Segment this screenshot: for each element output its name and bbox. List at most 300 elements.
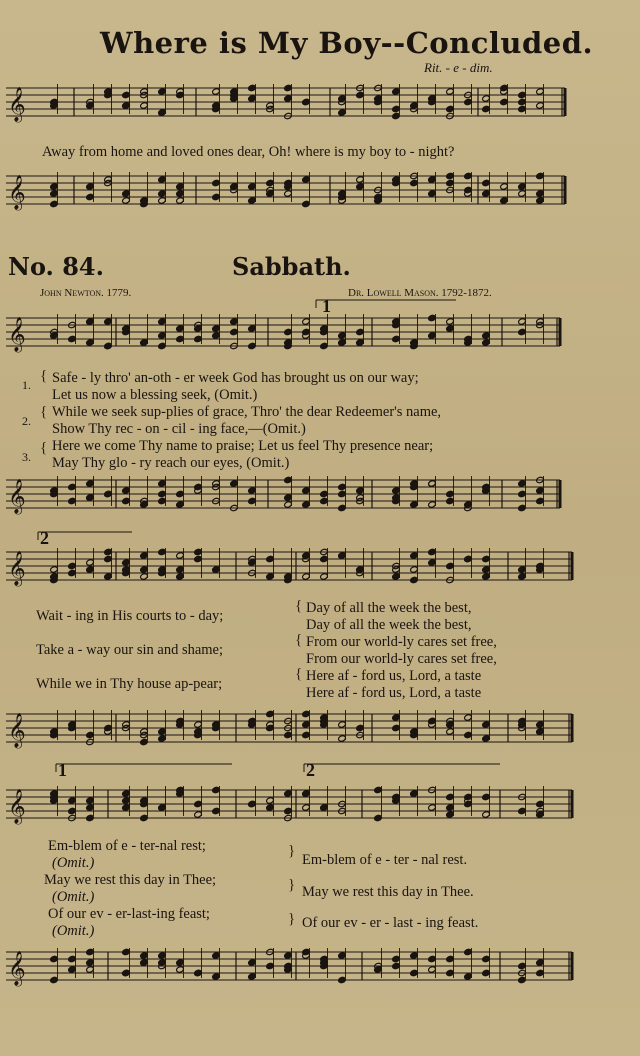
lyric-line: While we in Thy house ap-pear;	[36, 676, 223, 692]
note-head	[248, 84, 257, 91]
note-head	[212, 325, 221, 332]
note-head	[320, 497, 329, 504]
note-head	[212, 179, 221, 186]
note-head	[428, 332, 437, 339]
note-head	[464, 948, 473, 955]
note-head	[86, 183, 95, 190]
note-head	[536, 102, 545, 109]
note-head	[122, 948, 131, 955]
note-head	[518, 318, 527, 325]
note-head	[266, 710, 275, 717]
note-head	[338, 109, 347, 116]
note-head	[410, 952, 419, 959]
note-head	[176, 335, 185, 342]
note-head	[86, 797, 95, 804]
note-head	[482, 955, 491, 962]
note-head	[428, 480, 437, 487]
note-head	[500, 98, 509, 105]
note-head	[86, 804, 95, 811]
note-head	[338, 735, 347, 742]
note-head	[68, 797, 77, 804]
note-head	[518, 490, 527, 497]
note-head	[500, 183, 509, 190]
note-head	[320, 490, 329, 497]
lyric-line: From our world-ly cares set free,	[306, 634, 497, 650]
note-head	[464, 973, 473, 980]
clef-icon: 𝄞	[8, 713, 26, 748]
note-head	[536, 172, 545, 179]
note-head	[446, 105, 455, 112]
note-head	[176, 190, 185, 197]
note-head	[320, 804, 329, 811]
note-head	[158, 176, 167, 183]
note-head	[284, 84, 293, 91]
note-head	[122, 969, 131, 976]
lyricist-credit: John Newton. 1779.	[40, 287, 132, 299]
note-head	[212, 973, 221, 980]
note-head	[518, 962, 527, 969]
note-head	[428, 548, 437, 555]
note-head	[158, 109, 167, 116]
note-head	[104, 548, 113, 555]
note-head	[158, 952, 167, 959]
note-head	[518, 976, 527, 983]
note-head	[104, 318, 113, 325]
verse-number-2: 2.	[22, 414, 31, 428]
note-head	[266, 797, 275, 804]
clef-icon: 𝄞	[8, 551, 26, 586]
note-head	[176, 573, 185, 580]
note-head	[356, 724, 365, 731]
note-head	[518, 91, 527, 98]
note-head	[536, 88, 545, 95]
clef-icon: 𝄞	[8, 789, 26, 824]
note-head	[302, 573, 311, 580]
note-head	[356, 339, 365, 346]
note-head	[158, 497, 167, 504]
concluded-lyric: Away from home and loved ones dear, Oh! where is my boy to - night?	[42, 144, 455, 160]
note-head	[68, 562, 77, 569]
note-head	[464, 714, 473, 721]
note-head	[428, 176, 437, 183]
lyric-line: Here af - ford us, Lord, a taste	[306, 685, 482, 701]
note-head	[446, 325, 455, 332]
note-head	[392, 335, 401, 342]
lyric-line: Take a - way our sin and shame;	[36, 642, 224, 658]
note-head	[284, 328, 293, 335]
note-head	[140, 566, 149, 573]
note-head	[410, 552, 419, 559]
note-head	[446, 804, 455, 811]
note-head	[50, 190, 59, 197]
note-head	[158, 728, 167, 735]
note-head	[176, 552, 185, 559]
clef-icon: 𝄞	[8, 317, 26, 352]
note-head	[392, 105, 401, 112]
note-head	[518, 573, 527, 580]
note-head	[266, 573, 275, 580]
lyric-line: May Thy glo - ry reach our eyes, (Omit.)	[52, 455, 290, 471]
note-head	[212, 566, 221, 573]
composer-credit: Dr. Lowell Mason. 1792-1872.	[348, 287, 492, 299]
note-head	[428, 501, 437, 508]
note-head	[536, 497, 545, 504]
lyric-line: Em-blem of e - ter - nal rest.	[302, 852, 468, 868]
note-head	[194, 335, 203, 342]
note-head	[536, 959, 545, 966]
note-head	[410, 179, 419, 186]
clef-icon: 𝄞	[8, 175, 26, 210]
clef-icon: 𝄞	[8, 951, 26, 986]
lyric-line: (Omit.)	[52, 889, 95, 905]
note-head	[176, 325, 185, 332]
clef-icon: 𝄞	[8, 479, 26, 514]
verse-number-1: 1.	[22, 378, 31, 392]
note-head	[230, 318, 239, 325]
note-head	[68, 569, 77, 576]
note-head	[338, 483, 347, 490]
note-head	[158, 332, 167, 339]
note-head	[176, 183, 185, 190]
note-head	[536, 190, 545, 197]
ending-mark-2: 2	[40, 528, 49, 548]
note-head	[86, 559, 95, 566]
note-head	[140, 552, 149, 559]
note-head	[194, 548, 203, 555]
note-head	[248, 197, 257, 204]
note-head	[284, 790, 293, 797]
note-head	[176, 566, 185, 573]
note-head	[500, 197, 509, 204]
note-head	[356, 183, 365, 190]
note-head	[86, 339, 95, 346]
note-head	[338, 976, 347, 983]
note-head	[86, 494, 95, 501]
note-head	[374, 786, 383, 793]
note-head	[536, 487, 545, 494]
note-head	[518, 566, 527, 573]
note-head	[518, 98, 527, 105]
note-head	[446, 497, 455, 504]
note-head	[536, 721, 545, 728]
note-head	[320, 573, 329, 580]
note-head	[194, 969, 203, 976]
note-head	[464, 98, 473, 105]
note-head	[446, 490, 455, 497]
note-head	[86, 193, 95, 200]
note-head	[230, 480, 239, 487]
note-head	[230, 328, 239, 335]
note-head	[392, 724, 401, 731]
note-head	[320, 342, 329, 349]
note-head	[266, 962, 275, 969]
note-head	[86, 318, 95, 325]
note-head	[338, 952, 347, 959]
note-head	[446, 88, 455, 95]
note-head	[50, 200, 59, 207]
note-head	[158, 197, 167, 204]
note-head	[158, 190, 167, 197]
note-head	[248, 959, 257, 966]
note-head	[302, 804, 311, 811]
note-head	[302, 790, 311, 797]
note-head	[428, 559, 437, 566]
note-head	[284, 807, 293, 814]
lyric-line: Show Thy rec - on - cil - ing face,—(Omit.)	[52, 421, 306, 437]
lyric-line: From our world-ly cares set free,	[306, 651, 497, 667]
note-head	[284, 95, 293, 102]
lyric-line: Of our ev - er-last-ing feast;	[48, 906, 210, 922]
note-head	[140, 814, 149, 821]
note-head	[86, 480, 95, 487]
note-head	[428, 190, 437, 197]
note-head	[176, 501, 185, 508]
note-head	[446, 811, 455, 818]
note-head	[392, 714, 401, 721]
note-head	[68, 807, 77, 814]
note-head	[338, 504, 347, 511]
note-head	[194, 811, 203, 818]
note-head	[122, 487, 131, 494]
note-head	[122, 91, 131, 98]
note-head	[482, 95, 491, 102]
note-head	[158, 318, 167, 325]
note-head	[176, 490, 185, 497]
note-head	[392, 955, 401, 962]
note-head	[536, 728, 545, 735]
verse-number-3: 3.	[22, 450, 31, 464]
note-head	[482, 555, 491, 562]
note-head	[428, 804, 437, 811]
note-head	[140, 952, 149, 959]
hymnal-page: Where is My Boy--Concluded. Rit. - e - dim. 𝄞 𝄞 𝄞 𝄞 𝄞 𝄞 𝄞 𝄞 Away from home and loved ones dear, Oh! where is my boy to - night? No. 84. Sabbath. John Newton. 1779. Dr. Lowell Mason. 1792-1872. 1 2 1 2 1. 2. 3. { { { Safe - ly thro' an-oth - er week God has brought us on our way; Let us now a blessing seek, (Omit.) While we seek sup-plies of grace, Thro' the dear Redeemer's name, Show Thy rec - on - cil - ing face,—(Omit.) Here we come Thy name to praise; Let us feel Thy presence near; May Thy glo - ry reach our eyes, (Omit.) Wait - ing in His courts to - day; Take a - way our sin and shame; While we in Thy house ap-pear; { { { Day of all the week the best, Day of all the week the best, From our world-ly cares set free, From our world-ly cares set free, Here af - ford us, Lord, a taste Here af - ford us, Lord, a taste Em-blem of e - ter-nal rest; (Omit.) May we rest this day in Thee; (Omit.) Of our ev - er-last-ing feast; (Omit.) } } } Em-blem of e - ter - nal rest. May we rest this day in Thee. Of our ev - er - last - ing feast.	[0, 0, 640, 1056]
lyric-line: Of our ev - er - last - ing feast.	[302, 915, 479, 931]
note-head	[122, 190, 131, 197]
note-head	[482, 105, 491, 112]
note-head	[302, 501, 311, 508]
lyric-line: Safe - ly thro' an-oth - er week God has brought us on our way;	[52, 370, 419, 386]
note-head	[248, 325, 257, 332]
note-head	[284, 731, 293, 738]
note-head	[302, 487, 311, 494]
note-head	[284, 190, 293, 197]
note-head	[194, 721, 203, 728]
lyric-line: Day of all the week the best,	[306, 600, 472, 616]
note-head	[482, 721, 491, 728]
note-head	[122, 497, 131, 504]
note-head	[158, 342, 167, 349]
lyric-line: (Omit.)	[52, 855, 95, 871]
lyric-line: Em-blem of e - ter-nal rest;	[48, 838, 206, 854]
note-head	[248, 95, 257, 102]
note-head	[482, 339, 491, 346]
note-head	[410, 969, 419, 976]
lyric-line: (Omit.)	[52, 923, 95, 939]
note-head	[482, 179, 491, 186]
note-head	[302, 176, 311, 183]
note-head	[194, 555, 203, 562]
note-head	[536, 197, 545, 204]
note-head	[518, 328, 527, 335]
note-head	[212, 332, 221, 339]
note-head	[302, 731, 311, 738]
note-head	[122, 797, 131, 804]
note-head	[446, 955, 455, 962]
note-head	[176, 197, 185, 204]
note-head	[104, 342, 113, 349]
note-head	[158, 88, 167, 95]
tempo-mark: Rit. - e - dim.	[424, 60, 493, 75]
note-head	[356, 487, 365, 494]
note-head	[140, 959, 149, 966]
note-head	[176, 959, 185, 966]
note-head	[86, 966, 95, 973]
note-head	[374, 814, 383, 821]
note-head	[212, 88, 221, 95]
note-head	[158, 735, 167, 742]
note-head	[464, 555, 473, 562]
note-head	[356, 176, 365, 183]
note-head	[50, 976, 59, 983]
note-head	[356, 328, 365, 335]
note-head	[482, 969, 491, 976]
concluded-title: Where is My Boy--Concluded.	[100, 26, 594, 60]
note-head	[518, 504, 527, 511]
note-head	[86, 814, 95, 821]
note-head	[536, 969, 545, 976]
note-head	[212, 193, 221, 200]
note-head	[446, 318, 455, 325]
note-head	[158, 804, 167, 811]
note-head	[410, 576, 419, 583]
note-head	[338, 552, 347, 559]
note-head	[428, 955, 437, 962]
note-head	[320, 555, 329, 562]
note-head	[86, 731, 95, 738]
note-head	[248, 342, 257, 349]
note-head	[248, 973, 257, 980]
note-head	[302, 98, 311, 105]
note-head	[446, 179, 455, 186]
note-head	[536, 800, 545, 807]
note-head	[68, 955, 77, 962]
note-head	[338, 332, 347, 339]
note-head	[176, 966, 185, 973]
note-head	[302, 721, 311, 728]
lyric-line: Wait - ing in His courts to - day;	[36, 608, 224, 624]
note-head	[410, 790, 419, 797]
note-head	[284, 476, 293, 483]
note-head	[482, 735, 491, 742]
lyric-line: Day of all the week the best,	[306, 617, 472, 633]
note-head	[248, 497, 257, 504]
note-head	[518, 807, 527, 814]
note-head	[482, 332, 491, 339]
note-head	[464, 731, 473, 738]
note-head	[446, 172, 455, 179]
note-head	[158, 490, 167, 497]
ending-mark-3: 1	[58, 760, 67, 780]
note-head	[122, 559, 131, 566]
note-head	[68, 497, 77, 504]
note-head	[248, 183, 257, 190]
note-head	[446, 728, 455, 735]
note-head	[50, 955, 59, 962]
note-head	[50, 183, 59, 190]
note-head	[212, 952, 221, 959]
note-head	[248, 800, 257, 807]
note-head	[302, 200, 311, 207]
hymn-title: Sabbath.	[232, 252, 351, 281]
note-head	[266, 179, 275, 186]
note-head	[338, 490, 347, 497]
note-head	[428, 966, 437, 973]
note-head	[158, 548, 167, 555]
note-head	[212, 786, 221, 793]
note-head	[302, 318, 311, 325]
note-head	[68, 966, 77, 973]
note-head	[518, 190, 527, 197]
note-head	[284, 494, 293, 501]
note-head	[392, 962, 401, 969]
note-head	[284, 952, 293, 959]
note-head	[446, 969, 455, 976]
note-head	[428, 314, 437, 321]
note-head	[266, 804, 275, 811]
note-head	[338, 721, 347, 728]
note-head	[464, 172, 473, 179]
note-head	[284, 501, 293, 508]
lyric-line: Here af - ford us, Lord, a taste	[306, 668, 482, 684]
note-head	[86, 959, 95, 966]
note-head	[446, 562, 455, 569]
lyric-line: May we rest this day in Thee;	[44, 872, 217, 888]
note-head	[194, 800, 203, 807]
note-head	[86, 566, 95, 573]
note-head	[392, 487, 401, 494]
note-head	[248, 487, 257, 494]
note-head	[482, 811, 491, 818]
note-head	[410, 501, 419, 508]
note-head	[518, 480, 527, 487]
note-head	[482, 566, 491, 573]
note-head	[68, 483, 77, 490]
note-head	[410, 566, 419, 573]
lyric-line: Here we come Thy name to praise; Let us feel Thy presence near;	[52, 438, 434, 454]
hymn-number: No. 84.	[8, 252, 104, 281]
note-head	[518, 183, 527, 190]
note-head	[482, 190, 491, 197]
note-head	[122, 102, 131, 109]
note-head	[122, 197, 131, 204]
ending-mark-4: 2	[306, 760, 315, 780]
note-head	[104, 555, 113, 562]
ending-mark-1: 1	[322, 296, 331, 316]
lyric-line: While we seek sup-plies of grace, Thro' the dear Redeemer's name,	[52, 404, 442, 420]
note-head	[392, 88, 401, 95]
note-head	[212, 807, 221, 814]
note-head	[482, 793, 491, 800]
note-head	[140, 738, 149, 745]
note-head	[446, 793, 455, 800]
note-head	[68, 335, 77, 342]
note-head	[50, 566, 59, 573]
lyric-line: May we rest this day in Thee.	[302, 884, 474, 900]
note-head	[104, 573, 113, 580]
note-head	[158, 480, 167, 487]
note-head	[356, 91, 365, 98]
note-head	[518, 105, 527, 112]
